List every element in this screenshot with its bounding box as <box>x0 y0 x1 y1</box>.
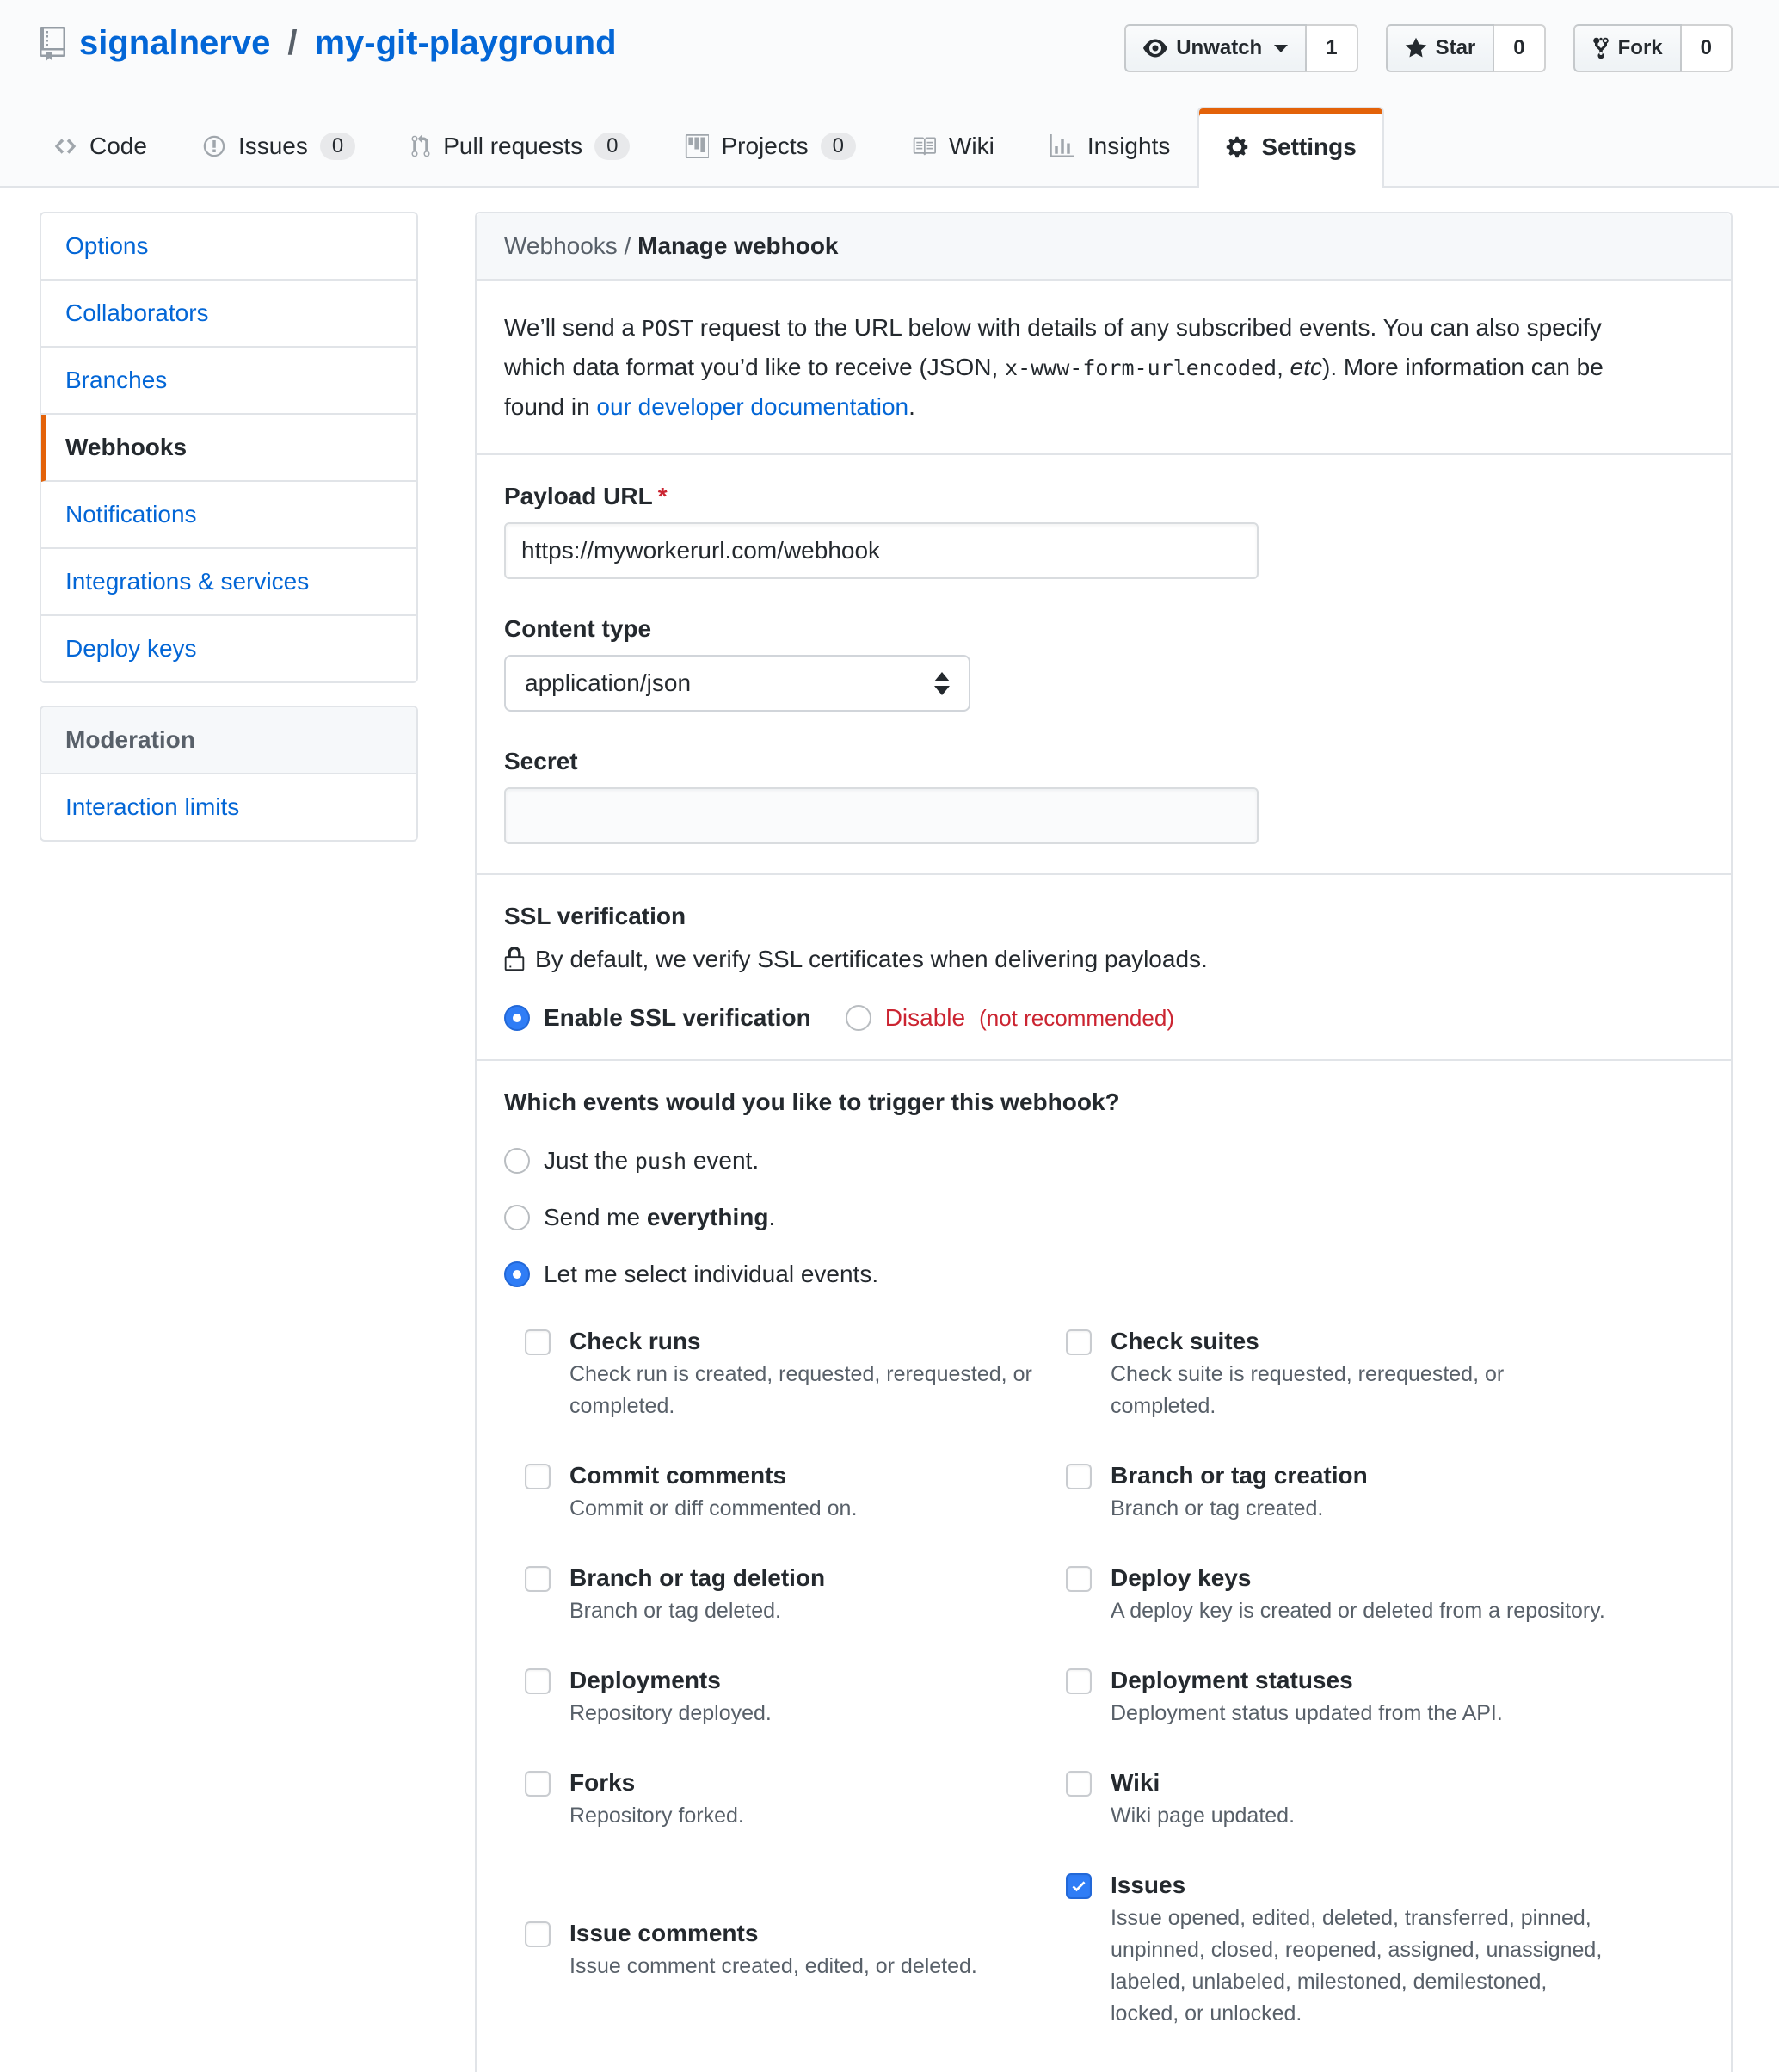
required-asterisk: * <box>657 483 668 509</box>
deployments-checkbox[interactable] <box>525 1668 551 1694</box>
tab-pull-requests[interactable]: Pull requests 0 <box>383 107 657 186</box>
webhook-panel <box>475 212 1733 2072</box>
moderation-header: Moderation <box>41 707 416 774</box>
webhook-intro: We’ll send a POST request to the URL below with details of any subscribed events. You can also specify which data format you’d like to receive (JSON, x-www-form-urlencoded, etc). More information can be found in our developer documentation. <box>477 281 1731 455</box>
branch-tag-creation-checkbox[interactable] <box>1066 1464 1092 1489</box>
ssl-disable-note: (not recommended) <box>979 1004 1174 1031</box>
secret-input[interactable] <box>504 787 1259 844</box>
sidebar-item-collaborators[interactable]: Collaborators <box>41 281 416 348</box>
check-runs-checkbox[interactable] <box>525 1329 551 1355</box>
sidebar-item-options[interactable]: Options <box>41 213 416 281</box>
event-deploy-keys: Deploy keys A deploy key is created or deleted from a repository. <box>1066 1563 1703 1627</box>
gear-icon <box>1225 135 1249 159</box>
event-forks: Forks Repository forked. <box>525 1767 1066 1832</box>
tab-code[interactable]: Code <box>26 107 175 186</box>
watchers-count[interactable]: 1 <box>1307 24 1357 72</box>
wiki-checkbox[interactable] <box>1066 1771 1092 1797</box>
payload-url-input[interactable] <box>504 522 1259 579</box>
check-suites-checkbox[interactable] <box>1066 1329 1092 1355</box>
repo-name-link[interactable]: my-git-playground <box>314 24 617 62</box>
event-wiki: Wiki Wiki page updated. <box>1066 1767 1703 1832</box>
tab-insights[interactable]: Insights <box>1022 107 1198 186</box>
star-button[interactable]: Star <box>1386 24 1495 72</box>
git-pull-request-icon <box>410 134 431 158</box>
ssl-enable-option[interactable]: Enable SSL verification <box>504 1004 811 1032</box>
events-question: Which events would you like to trigger this webhook? <box>504 1088 1120 1115</box>
stars-count[interactable]: 0 <box>1494 24 1545 72</box>
projects-counter: 0 <box>821 133 856 160</box>
issue-comments-checkbox[interactable] <box>525 1921 551 1947</box>
urlencoded-code: x-www-form-urlencoded <box>1005 355 1277 380</box>
breadcrumb-webhooks-link[interactable]: Webhooks <box>504 232 618 259</box>
settings-menu <box>40 212 418 683</box>
event-option-individual[interactable]: Let me select individual events. <box>504 1261 1703 1288</box>
repo-path-divider: / <box>287 24 298 62</box>
event-branch-tag-creation: Branch or tag creation Branch or tag created. <box>1066 1460 1703 1525</box>
event-issues: Issues Issue opened, edited, deleted, transferred, pinned, unpinned, closed, reopened, assigned, unassigned, labeled, unlabeled, milestoned, demilestoned, locked, or unlocked. <box>1066 1870 1703 2030</box>
forks-checkbox[interactable] <box>525 1771 551 1797</box>
repo-actions <box>1124 24 1733 72</box>
issues-checkbox[interactable] <box>1066 1873 1092 1899</box>
breadcrumb-current: Manage webhook <box>637 232 839 259</box>
forks-count[interactable]: 0 <box>1682 24 1733 72</box>
post-code: POST <box>641 316 694 341</box>
sidebar-item-interaction-limits[interactable]: Interaction limits <box>65 793 240 820</box>
settings-sidebar <box>40 212 418 842</box>
event-deployment-statuses: Deployment statuses Deployment status updated from the API. <box>1066 1665 1703 1730</box>
ssl-disable-radio[interactable] <box>846 1005 871 1031</box>
event-option-push[interactable]: Just the push event. <box>504 1147 1703 1175</box>
repo-icon <box>40 27 65 61</box>
tab-wiki[interactable]: Wiki <box>883 107 1022 186</box>
sidebar-item-deploy-keys[interactable]: Deploy keys <box>65 635 197 662</box>
tab-settings[interactable]: Settings <box>1197 107 1383 188</box>
moderation-menu <box>40 706 418 842</box>
event-issue-comments: Issue comments Issue comment created, edited, or deleted. <box>525 1918 1066 1983</box>
book-icon <box>911 134 937 158</box>
sidebar-item-integrations[interactable]: Integrations & services <box>41 549 416 616</box>
repo-owner-link[interactable]: signalnerve <box>79 24 271 62</box>
issue-opened-icon <box>202 134 226 158</box>
unwatch-button[interactable]: Unwatch <box>1124 24 1307 72</box>
pull-requests-counter: 0 <box>594 133 630 160</box>
events-grid <box>525 1326 1703 2030</box>
ssl-note-text: By default, we verify SSL certificates when delivering payloads. <box>535 946 1208 972</box>
issues-counter: 0 <box>320 133 355 160</box>
events-section <box>477 1061 1731 2072</box>
repo-nav <box>26 107 1779 186</box>
repo-title <box>40 24 617 63</box>
select-arrows-icon <box>934 672 950 695</box>
ssl-disable-option[interactable]: Disable (not recommended) <box>846 1004 1174 1032</box>
everything-radio[interactable] <box>504 1205 530 1230</box>
ssl-title: SSL verification <box>504 903 686 929</box>
event-commit-comments: Commit comments Commit or diff commented on. <box>525 1460 1066 1525</box>
sidebar-item-branches[interactable]: Branches <box>41 348 416 415</box>
event-check-suites: Check suites Check suite is requested, rerequested, or completed. <box>1066 1326 1703 1422</box>
tab-projects[interactable]: Projects 0 <box>657 107 883 186</box>
sidebar-item-webhooks[interactable]: Webhooks <box>41 415 416 482</box>
code-icon <box>53 134 77 158</box>
secret-label: Secret <box>504 748 578 774</box>
commit-comments-checkbox[interactable] <box>525 1464 551 1489</box>
event-option-everything[interactable]: Send me everything. <box>504 1204 1703 1231</box>
fork-icon <box>1592 36 1610 60</box>
eye-icon <box>1143 36 1167 60</box>
event-check-runs: Check runs Check run is created, requested, rerequested, or completed. <box>525 1326 1066 1422</box>
ssl-section <box>477 875 1731 1061</box>
event-deployments: Deployments Repository deployed. <box>525 1665 1066 1730</box>
event-branch-tag-deletion: Branch or tag deletion Branch or tag deleted. <box>525 1563 1066 1627</box>
deployment-statuses-checkbox[interactable] <box>1066 1668 1092 1694</box>
breadcrumb: Webhooks / Manage webhook <box>477 213 1731 281</box>
deploy-keys-checkbox[interactable] <box>1066 1566 1092 1592</box>
sidebar-item-notifications[interactable]: Notifications <box>41 482 416 549</box>
fork-button[interactable]: Fork <box>1573 24 1682 72</box>
payload-url-label: Payload URL * <box>504 483 668 509</box>
star-icon <box>1405 36 1427 60</box>
content-type-select[interactable]: application/json <box>504 655 970 712</box>
push-radio[interactable] <box>504 1148 530 1174</box>
ssl-enable-radio[interactable] <box>504 1005 530 1031</box>
developer-docs-link[interactable]: our developer documentation <box>596 393 909 420</box>
individual-events-radio[interactable] <box>504 1261 530 1287</box>
branch-tag-deletion-checkbox[interactable] <box>525 1566 551 1592</box>
webhook-form <box>477 455 1731 875</box>
page-header <box>0 0 1779 188</box>
lock-icon <box>504 947 525 972</box>
graph-icon <box>1050 134 1075 158</box>
content-type-label: Content type <box>504 615 652 642</box>
tab-issues[interactable]: Issues 0 <box>175 107 383 186</box>
project-icon <box>685 134 709 158</box>
caret-down-icon <box>1274 45 1288 52</box>
